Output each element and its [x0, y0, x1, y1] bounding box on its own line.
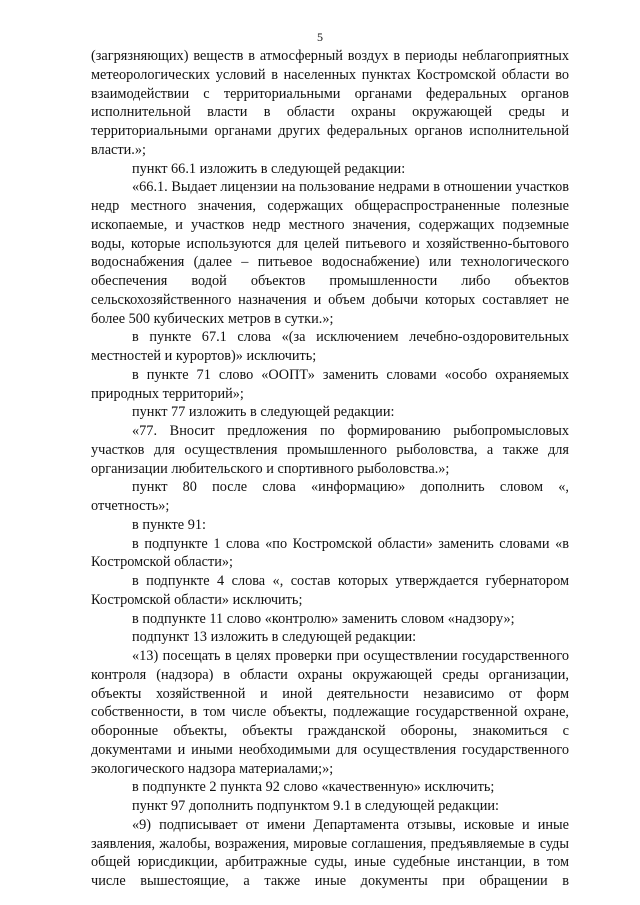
paragraph: «13) посещать в целях проверки при осуществлении государственного контроля (надзора) в области охраны окружающей среды организации, объекты хозяйственной и иной деятельности независимо от форм собственности, в том числе объекты, подлежащие государственной охране, оборонные объекты, объекты гражданской обороны, знакомиться с документами и иными необходимыми для осуществления государственного экологического надзора материалами;»; [91, 648, 569, 777]
paragraph: в подпункте 11 слово «контролю» заменить словом «надзору»; [132, 610, 515, 627]
paragraph: (загрязняющих) веществ в атмосферный воздух в периоды неблагоприятных метеорологических условий в населенных пунктах Костромской области во взаимодействии с территориальными органами федеральных органов исполнительной власти в области охраны окружающей среды и территориальными органами других федеральных органов исполнительной власти.»; [91, 48, 569, 158]
paragraph: в подпункте 4 слова «, состав которых утверждается губернатором Костромской области» исключить; [91, 573, 569, 608]
document-body [91, 47, 569, 891]
paragraph: «77. Вносит предложения по формированию рыбопромысловых участков для осуществления промышленного рыболовства, а также для организации любительского и спортивного рыболовства.»; [91, 423, 569, 477]
page-number: 5 [317, 30, 323, 44]
paragraph: в пункте 67.1 слова «(за исключением лечебно-оздоровительных местностей и курортов)» исключить; [91, 329, 569, 364]
paragraph: пункт 97 дополнить подпунктом 9.1 в следующей редакции: [132, 798, 500, 814]
paragraph: в пункте 71 слово «ООПТ» заменить словами «особо охраняемых природных территорий»; [91, 366, 569, 402]
paragraph: в пункте 91: [132, 516, 206, 533]
paragraph: «9) подписывает от имени Департамента отзывы, исковые и иные заявления, жалобы, возражения, мировые соглашения, предъявляемые в суды общей юрисдикции, арбитражные суды, иные судебные инстанции, в том числе вышестоящие, а также иные документы при обращении в [91, 816, 569, 889]
paragraph: в подпункте 2 пункта 92 слово «качественную» исключить; [132, 779, 495, 796]
paragraph: пункт 80 после слова «информацию» дополнить словом «, отчетность»; [91, 479, 569, 514]
paragraph: «66.1. Выдает лицензии на пользование недрами в отношении участков недр местного значения, содержащих общераспространенные полезные ископаемые, и участков недр местного значения, содержащих подземные воды, которые используются для целей питьевого и хозяйственно-бытового водоснабжения (далее – питьевое водоснабжение) или технологического обеспечения водой объектов промышленности либо объектов сельскохозяйственного назначения и объем добычи которых составляет не более 500 кубических метров в сутки.»; [91, 179, 569, 327]
paragraph: в подпункте 1 слова «по Костромской области» заменить словами «в Костромской области»; [91, 535, 569, 571]
paragraph: подпункт 13 изложить в следующей редакции: [132, 629, 417, 646]
paragraph: пункт 77 изложить в следующей редакции: [132, 404, 395, 421]
paragraph: пункт 66.1 изложить в следующей редакции: [132, 160, 406, 177]
